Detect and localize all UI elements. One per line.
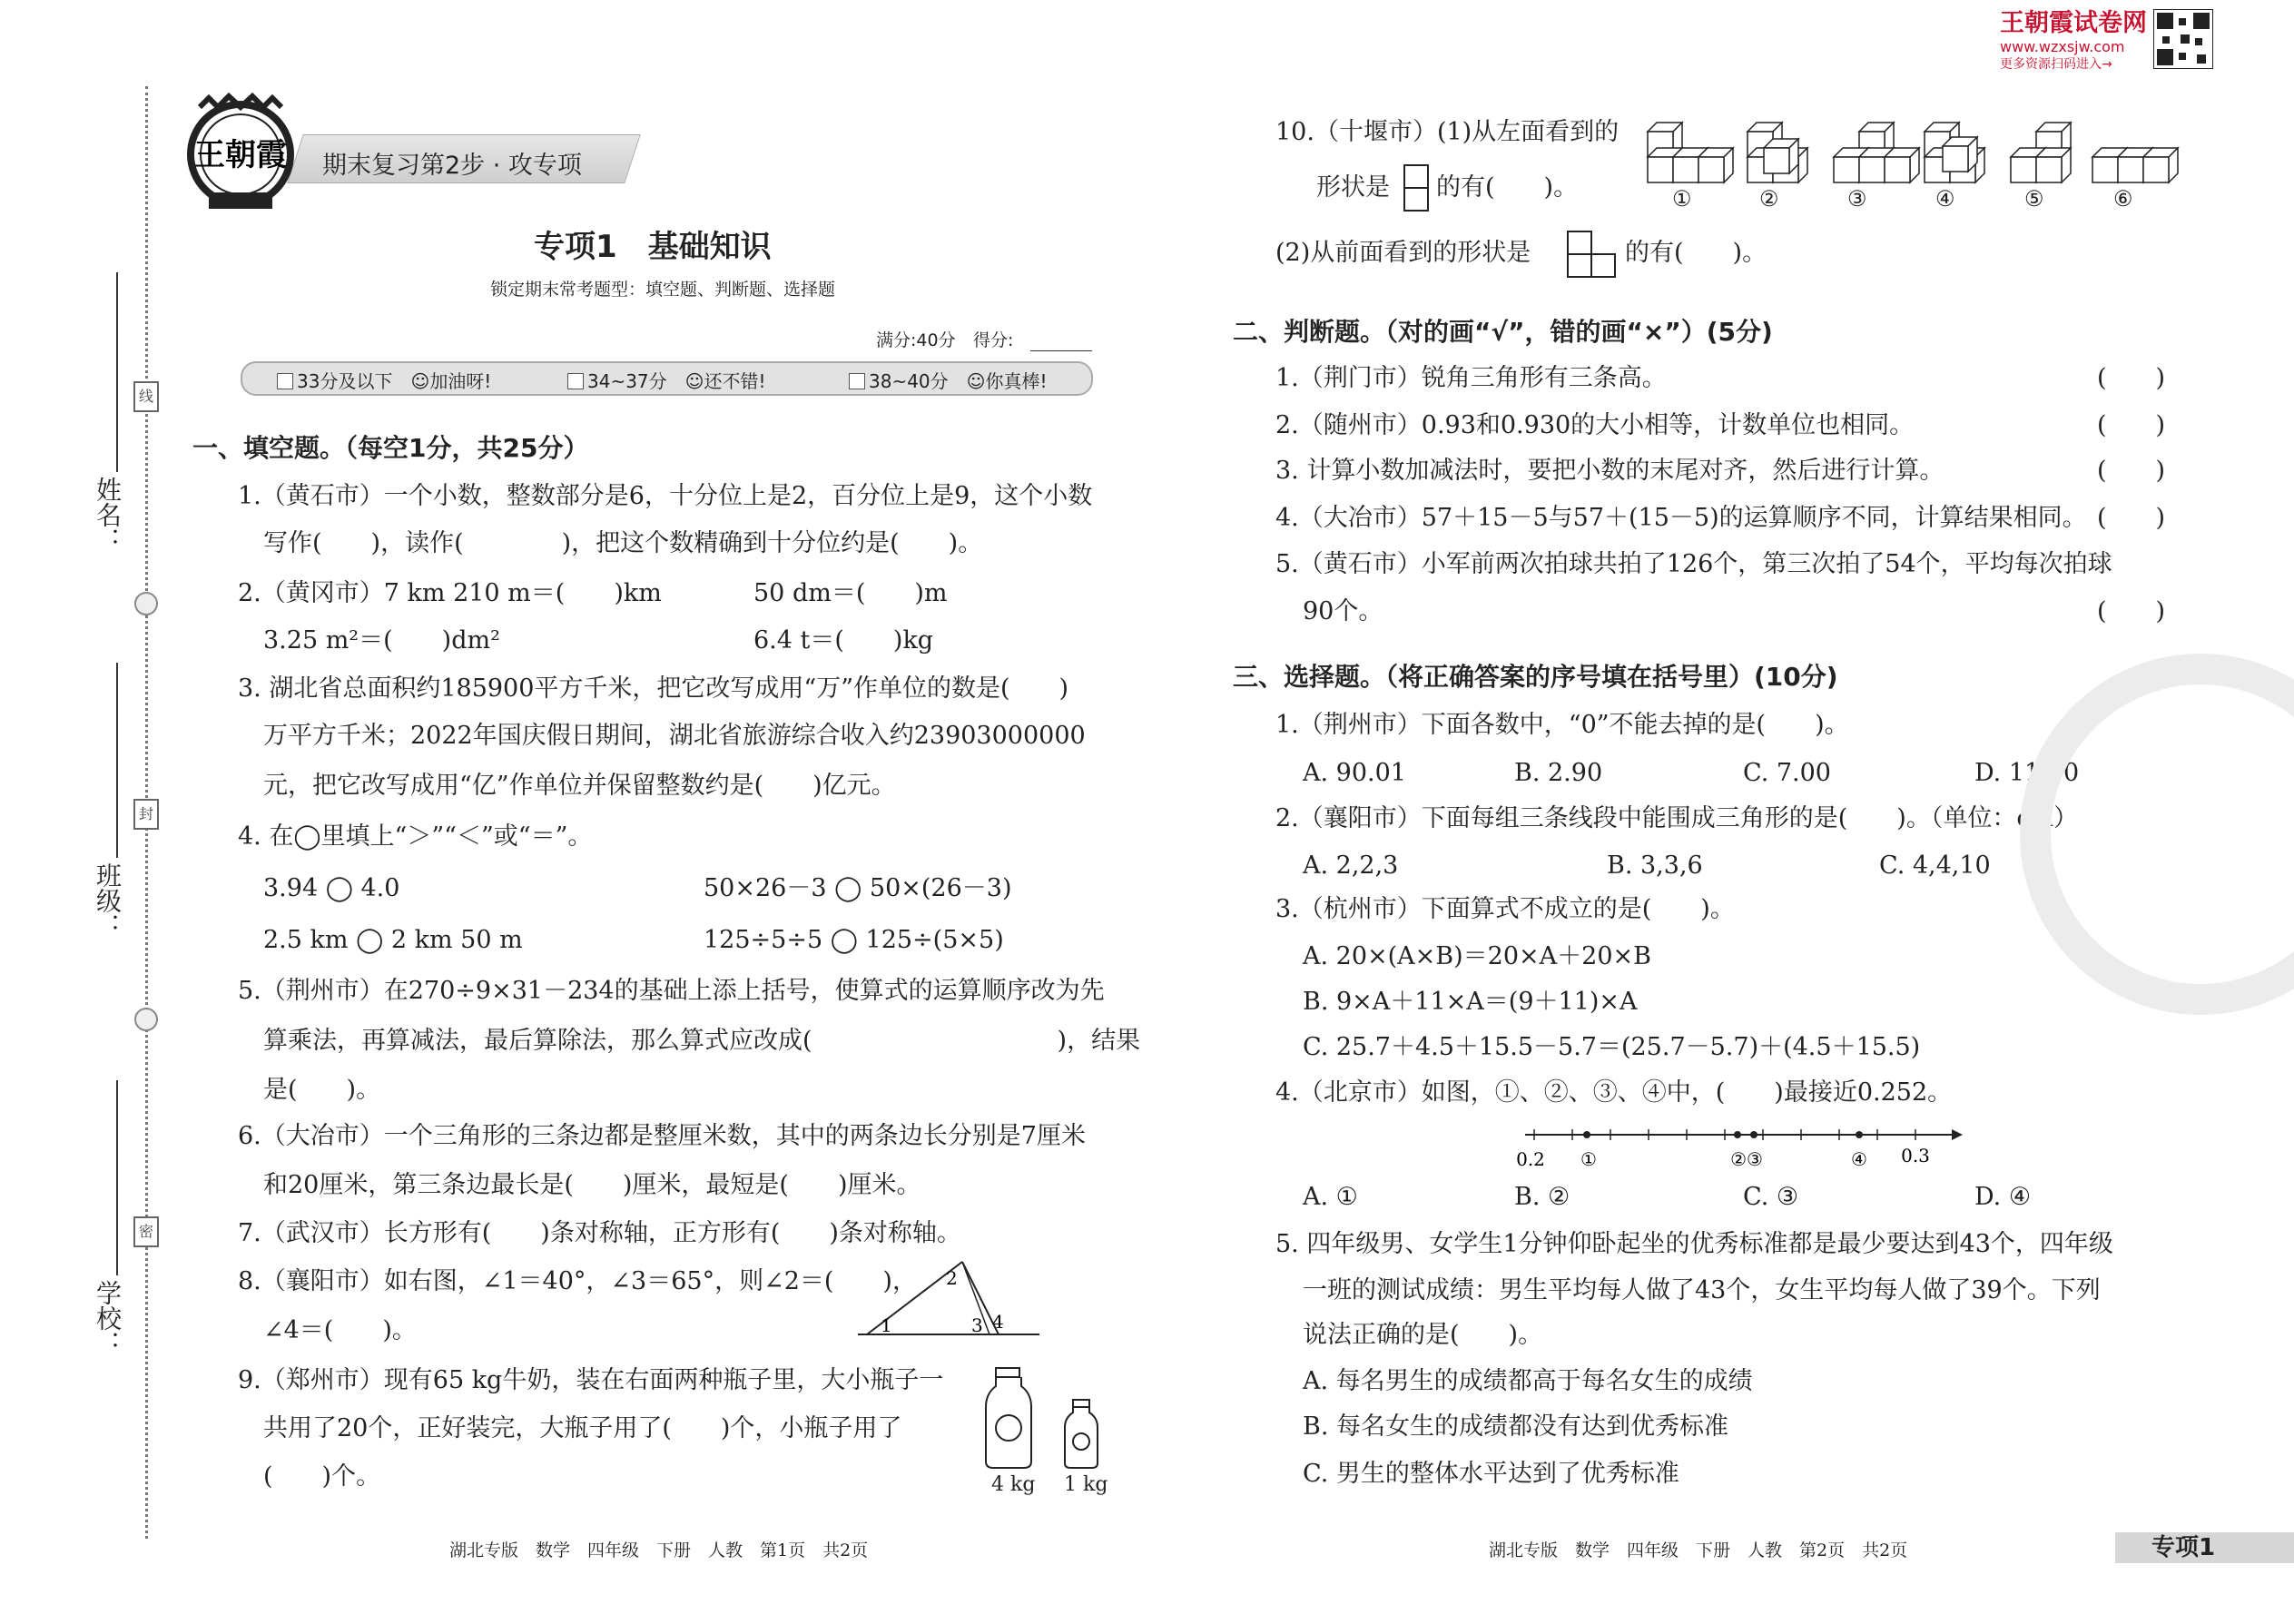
left-view-shape bbox=[1403, 163, 1430, 212]
site-url: www.wzxsjw.com bbox=[2000, 38, 2125, 55]
got-score-line[interactable] bbox=[1030, 350, 1092, 351]
s2-q3: 3. 计算小数加减法时，要把小数的末尾对齐，然后进行计算。 bbox=[1275, 457, 1944, 485]
q10-line2-b: 的有( )。 bbox=[1436, 173, 1579, 202]
brand-logo bbox=[182, 91, 300, 218]
banner-text: 期末复习第2步 · 攻专项 bbox=[322, 152, 582, 180]
s3-q5-opt-a: A. 每名男生的成绩都高于每名女生的成绩 bbox=[1303, 1367, 1753, 1395]
nl-label-23: ②③ bbox=[1730, 1148, 1763, 1170]
s1-q5-line1: 5.（荆州市）在270÷9×31－234的基础上添上括号，使算式的运算顺序改为先 bbox=[238, 977, 1105, 1005]
s1-q4a: 3.94 ◯ 4.0 bbox=[263, 874, 400, 902]
s1-q6-line1: 6.（大冶市）一个三角形的三条边都是整厘米数，其中的两条边长分别是7厘米 bbox=[238, 1122, 1086, 1150]
s3-q2-opt-b: B. 3,3,6 bbox=[1607, 851, 1703, 880]
level-3-text: 38~40分 bbox=[869, 370, 949, 392]
school-label: 学校： bbox=[93, 1280, 123, 1356]
level-1-text: 33分及以下 bbox=[297, 370, 393, 392]
s3-q4: 4.（北京市）如图，①、②、③、④中，( )最接近0.252。 bbox=[1275, 1078, 1953, 1107]
name-line bbox=[116, 272, 118, 472]
nl-label-0.2: 0.2 bbox=[1516, 1148, 1545, 1170]
s2-q5-line1: 5.（黄石市）小军前两次拍球共拍了126个，第三次拍了54个，平均每次拍球 bbox=[1275, 550, 2112, 578]
watermark-seal bbox=[2020, 654, 2294, 1015]
cube-label-4: ④ bbox=[1935, 186, 1955, 212]
s1-q9-line1: 9.（郑州市）现有65 kg牛奶，装在右面两种瓶子里，大小瓶子一 bbox=[238, 1366, 944, 1394]
s3-q4-opt-c: C. ③ bbox=[1743, 1183, 1799, 1211]
s1-q2b: 50 dm＝( )m bbox=[753, 579, 948, 607]
angle-figure bbox=[853, 1257, 1044, 1339]
level-1-note: 加油呀! bbox=[429, 370, 492, 392]
s1-q3-line1: 3. 湖北省总面积约185900平方千米，把它改写成用“万”作单位的数是( ) bbox=[238, 674, 1069, 703]
page-subtitle: 锁定期末常考题型：填空题、判断题、选择题 bbox=[490, 280, 836, 300]
name-label: 姓名： bbox=[93, 477, 123, 553]
score-level-3: 38~40分 ☺你真棒! bbox=[849, 367, 1048, 393]
qr-code-icon[interactable] bbox=[2153, 9, 2213, 69]
s1-q8-line2: ∠4＝( )。 bbox=[263, 1316, 417, 1344]
s3-q4-opt-d: D. ④ bbox=[1974, 1183, 2032, 1211]
binding-ring-1 bbox=[134, 592, 158, 615]
s1-q2a: 2.（黄冈市）7 km 210 m＝( )km bbox=[238, 579, 662, 607]
got-score-label: 得分: bbox=[973, 330, 1014, 350]
score-level-2: 34~37分 ☺还不错! bbox=[567, 367, 766, 393]
binding-ring-2 bbox=[134, 1008, 158, 1031]
nl-label-1: ① bbox=[1580, 1148, 1597, 1170]
cube-label-3: ③ bbox=[1847, 186, 1867, 212]
s3-q1: 1.（荆州市）下面各数中，“0”不能去掉的是( )。 bbox=[1275, 711, 1849, 739]
q10-line3-a: (2)从前面看到的形状是 bbox=[1275, 239, 1531, 267]
s2-q4: 4.（大冶市）57＋15－5与57＋(15－5)的运算顺序不同，计算结果相同。 bbox=[1275, 504, 2087, 532]
s1-q4b: 50×26－3 ◯ 50×(26－3) bbox=[704, 874, 1012, 902]
s3-q3-opt-b: B. 9×A＋11×A＝(9＋11)×A bbox=[1303, 988, 1638, 1016]
level-2-note: 还不错! bbox=[704, 370, 766, 392]
cube-label-1: ① bbox=[1672, 186, 1692, 212]
s3-q1-opt-c: C. 7.00 bbox=[1743, 759, 1831, 787]
footer-right: 湖北专版 数学 四年级 下册 人教 第2页 共2页 bbox=[1489, 1540, 1908, 1560]
s3-q5-line3: 说法正确的是( )。 bbox=[1303, 1321, 1543, 1349]
s1-q3-line3: 元，把它改写成用“亿”作单位并保留整数约是( )亿元。 bbox=[263, 772, 896, 800]
page-title: 专项1 基础知识 bbox=[534, 229, 772, 265]
s3-q5-line1: 5. 四年级男、女学生1分钟仰卧起坐的优秀标准都是最少要达到43个，四年级 bbox=[1275, 1230, 2113, 1258]
binding-xian: 线 bbox=[133, 381, 159, 412]
s2-q2-paren[interactable]: ( ) bbox=[2097, 411, 2166, 439]
s2-q2: 2.（随州市）0.93和0.930的大小相等，计数单位也相同。 bbox=[1275, 411, 1915, 439]
s1-q7: 7.（武汉市）长方形有( )条对称轴，正方形有( )条对称轴。 bbox=[238, 1219, 961, 1247]
s1-q9-line3: ( )个。 bbox=[263, 1462, 381, 1491]
checkbox-2[interactable] bbox=[567, 373, 584, 389]
checkbox-1[interactable] bbox=[277, 373, 293, 389]
site-name: 王朝霞试卷网 bbox=[2000, 9, 2147, 37]
class-line bbox=[116, 663, 118, 858]
s1-q2d: 6.4 t＝( )kg bbox=[753, 626, 934, 655]
nl-label-0.3: 0.3 bbox=[1901, 1145, 1930, 1166]
s3-q1-opt-d: D. 11.50 bbox=[1974, 759, 2080, 787]
s3-q3-opt-c: C. 25.7＋4.5＋15.5－5.7＝(25.7－5.7)＋(4.5＋15.5) bbox=[1303, 1033, 1921, 1061]
cube-label-6: ⑥ bbox=[2113, 186, 2133, 212]
class-label: 班级： bbox=[93, 862, 123, 939]
front-view-shape bbox=[1566, 230, 1617, 279]
s3-q2: 2.（襄阳市）下面每组三条线段中能围成三角形的是( )。（单位：cm） bbox=[1275, 804, 2079, 832]
s2-q5-line2: 90个。 bbox=[1303, 597, 1383, 625]
big-bottle-label: 4 kg bbox=[991, 1473, 1036, 1496]
s3-q4-opt-a: A. ① bbox=[1303, 1183, 1358, 1211]
checkbox-3[interactable] bbox=[849, 373, 865, 389]
q10-line2-a: 形状是 bbox=[1316, 173, 1390, 202]
cube-label-2: ② bbox=[1759, 186, 1779, 212]
s3-q2-opt-a: A. 2,2,3 bbox=[1303, 851, 1399, 880]
s3-q5-opt-b: B. 每名女生的成绩都没有达到优秀标准 bbox=[1303, 1412, 1729, 1441]
binding-mi: 密 bbox=[133, 1216, 159, 1247]
angle-label-3: 3 bbox=[971, 1314, 983, 1336]
score-level-1: 33分及以下 ☺加油呀! bbox=[277, 367, 491, 393]
cube-figures bbox=[1643, 113, 2188, 213]
angle-label-2: 2 bbox=[946, 1267, 958, 1289]
angle-label-1: 1 bbox=[881, 1314, 892, 1336]
s3-q1-opt-b: B. 2.90 bbox=[1514, 759, 1603, 787]
section-2-heading: 二、判断题。（对的画“√”，错的画“×”）(5分) bbox=[1233, 317, 1773, 347]
s3-q4-opt-b: B. ② bbox=[1514, 1183, 1570, 1211]
level-2-text: 34~37分 bbox=[587, 370, 667, 392]
big-bottle-icon bbox=[982, 1366, 1037, 1471]
s1-q5-line2: 算乘法，再算减法，最后算除法，那么算式应改成( )，结果 bbox=[263, 1027, 1141, 1055]
full-score: 满分:40分 bbox=[876, 330, 956, 350]
cube-label-5: ⑤ bbox=[2024, 186, 2044, 212]
s3-q3: 3.（杭州市）下面算式不成立的是( )。 bbox=[1275, 895, 1735, 923]
s1-q4d: 125÷5÷5 ◯ 125÷(5×5) bbox=[704, 926, 1004, 954]
s1-q1-line2: 写作( )，读作( )，把这个数精确到十分位约是( )。 bbox=[263, 529, 983, 557]
s2-q1: 1.（荆门市）锐角三角形有三条高。 bbox=[1275, 364, 1667, 392]
small-bottle-label: 1 kg bbox=[1064, 1473, 1108, 1496]
s1-q3-line2: 万平方千米；2022年国庆假日期间，湖北省旅游综合收入约23903000000 bbox=[263, 722, 1086, 750]
s2-q3-paren[interactable]: ( ) bbox=[2097, 457, 2166, 485]
s3-q3-opt-a: A. 20×(A×B)＝20×A＋20×B bbox=[1303, 942, 1651, 970]
s3-q5-opt-c: C. 男生的整体水平达到了优秀标准 bbox=[1303, 1460, 1679, 1488]
s1-q9-line2: 共用了20个，正好装完，大瓶子用了( )个，小瓶子用了 bbox=[263, 1414, 902, 1442]
small-bottle-icon bbox=[1062, 1398, 1102, 1471]
nl-label-4: ④ bbox=[1851, 1148, 1867, 1170]
s2-q1-paren[interactable]: ( ) bbox=[2097, 364, 2166, 392]
site-more: 更多资源扫码进入→ bbox=[2000, 57, 2112, 72]
number-line bbox=[1516, 1117, 1970, 1185]
section-3-heading: 三、选择题。（将正确答案的序号填在括号里）(10分) bbox=[1233, 662, 1838, 692]
s1-q5-line3: 是( )。 bbox=[263, 1076, 381, 1104]
footer-tab: 专项1 bbox=[2151, 1534, 2216, 1561]
s3-q2-opt-c: C. 4,4,10 bbox=[1879, 851, 1991, 880]
s1-q4c: 2.5 km ◯ 2 km 50 m bbox=[263, 926, 523, 954]
brand-logo-text: 王朝霞 bbox=[194, 137, 287, 173]
s2-q5-paren[interactable]: ( ) bbox=[2097, 597, 2166, 625]
section-1-heading: 一、填空题。（每空1分，共25分） bbox=[192, 433, 589, 463]
footer-left: 湖北专版 数学 四年级 下册 人教 第1页 共2页 bbox=[449, 1540, 869, 1560]
s1-q8-line1: 8.（襄阳市）如右图，∠1＝40°，∠3＝65°，则∠2＝( )， bbox=[238, 1267, 917, 1295]
s1-q1-line1: 1.（黄石市）一个小数，整数部分是6，十分位上是2，百分位上是9，这个小数 bbox=[238, 482, 1093, 510]
s1-q2c: 3.25 m²＝( )dm² bbox=[263, 626, 500, 655]
s2-q4-paren[interactable]: ( ) bbox=[2097, 504, 2166, 532]
q10-line1: 10.（十堰市）(1)从左面看到的 bbox=[1275, 118, 1620, 146]
s1-q4: 4. 在◯里填上“＞”“＜”或“＝”。 bbox=[238, 822, 593, 851]
level-3-note: 你真棒! bbox=[985, 370, 1048, 392]
school-line bbox=[116, 1080, 118, 1275]
s1-q6-line2: 和20厘米，第三条边最长是( )厘米，最短是( )厘米。 bbox=[263, 1171, 921, 1199]
angle-label-4: 4 bbox=[992, 1311, 1004, 1333]
s3-q5-line2: 一班的测试成绩：男生平均每人做了43个，女生平均每人做了39个。下列 bbox=[1303, 1276, 2101, 1304]
s3-q1-opt-a: A. 90.01 bbox=[1303, 759, 1406, 787]
binding-feng: 封 bbox=[133, 799, 159, 830]
q10-line3-b: 的有( )。 bbox=[1625, 239, 1767, 267]
